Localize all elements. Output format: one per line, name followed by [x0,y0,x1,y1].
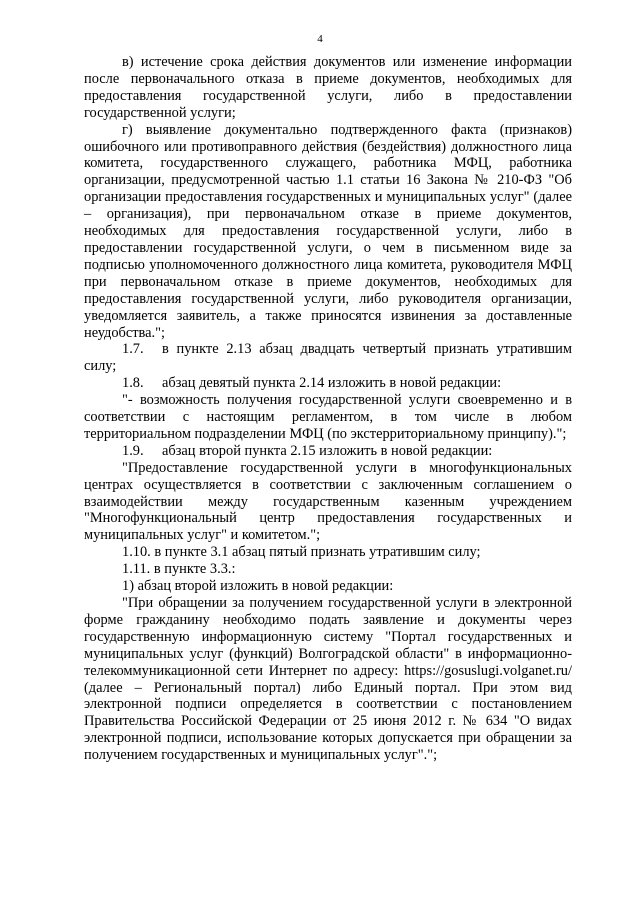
quote-3-3: "При обращении за получением государственной услуги в электронной форме гражданину необходимо подать заявление и документы через государственную информационную систему "Портал государственных и муниципальных услуг (функций) Волгоградской области" в информационно-телекоммуникационной сети Интернет по адресу: https://gosuslugi.volganet.ru/ (далее – Региональный портал) либо Единый портал. При этом вид электронной подписи определяется в соответствии с постановлением Правительства Российской Федерации от 25 июня 2012 г. № 634 "О видах электронной подписи, использование которых допускается при обращении за получением государственных и муниципальных услуг"."; [84,595,572,764]
item-1-10: 1.10. в пункте 3.1 абзац пятый признать утратившим силу; [122,544,481,561]
quote-2-14: "- возможность получения государственной услуги своевременно и в соответствии с настоящим регламентом, в том числе в любом территориальном подразделении МФЦ (по экстерриториальному принципу)."; [84,392,572,442]
sub-item-1: 1) абзац второй изложить в новой редакции: [122,578,394,595]
item-1-7 [84,341,572,375]
paragraph-g: г) выявление документально подтвержденного факта (признаков) ошибочного или противоправного действия (бездействия) должностного лица комитета, государственного служащего, работника МФЦ, работника организации, предусмотренной частью 1.1 статьи 16 Закона № 210-ФЗ "Об организации предоставления государственных и муниципальных услуг" (далее – организация), при первоначальном отказе в приеме документов, необходимых для предоставления государственной услуги, либо в предоставлении государственной услуги, о чем в письменном виде за подписью уполномоченного должностного лица комитета, руководителя МФЦ при первоначальном отказе в приеме документов, необходимых для предоставления государственной услуги, либо руководителя организации, уведомляется заявитель, а также приносятся извинения за доставленные неудобства."; [84,121,572,341]
paragraph-v: в) истечение срока действия документов или изменение информации после первоначального отказа в приеме документов, необходимых для предоставления государственной услуги, либо в предоставлении государственной услуги; [84,54,572,121]
page-number: 4 [317,33,323,45]
item-1-7-text: в пункте 2.13 абзац двадцать четвертый признать утратившим силу; [84,341,572,375]
item-1-11: 1.11. в пункте 3.3.: [122,561,236,578]
item-1-9 [84,443,572,460]
quote-2-15: "Предоставление государственной услуги в многофункциональных центрах осуществляется в соответствии с заключенным соглашением о взаимодействии между государственным казенным учреждением "Многофункциональный центр предоставления государственных и муниципальных услуг" и комитетом."; [84,459,572,544]
item-1-8-number: 1.8. [122,375,144,392]
item-1-9-text: абзац второй пункта 2.15 изложить в новой редакции: [162,442,493,459]
item-1-7-number: 1.7. [122,341,144,358]
item-1-9-number: 1.9. [122,442,144,459]
item-1-8-text: абзац девятый пункта 2.14 изложить в новой редакции: [162,375,502,392]
document-body [84,54,572,764]
item-1-8 [84,375,572,392]
